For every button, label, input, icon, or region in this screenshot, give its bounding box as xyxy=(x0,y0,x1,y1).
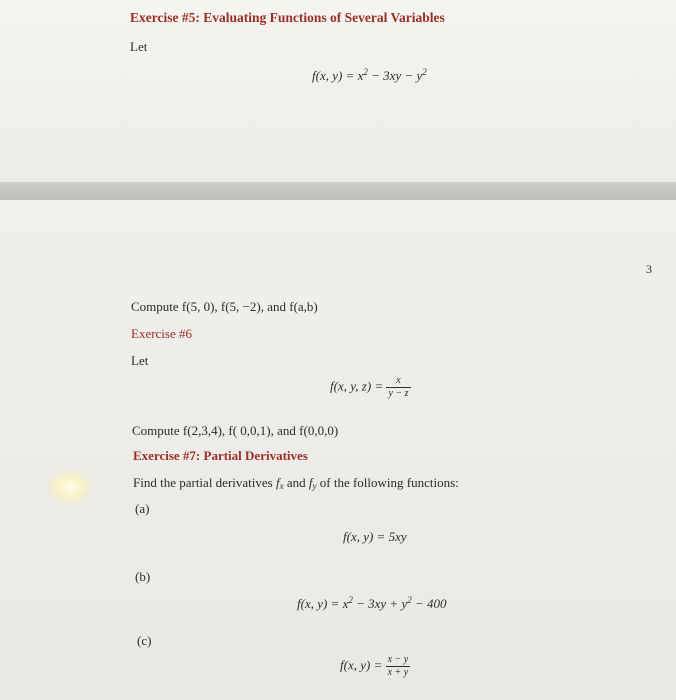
part-a-function: f(x, y) = 5xy xyxy=(343,529,407,544)
light-glare xyxy=(48,470,92,504)
exercise-6-heading: Exercise #6 xyxy=(131,326,193,341)
instruction-fx-sub: x xyxy=(279,481,284,491)
part-c-function-lhs: f(x, y) = xyxy=(340,657,383,673)
page-number: 3 xyxy=(646,262,652,276)
exercise-5-function-lhs: f(x, y) = x xyxy=(312,68,364,83)
page-top xyxy=(0,0,676,182)
exercise-5-exp-2: 2 xyxy=(422,67,427,77)
exercise-5-let: Let xyxy=(130,39,148,54)
exercise-7-heading: Exercise #7: Partial Derivatives xyxy=(133,448,308,463)
part-b-function-tail: − 400 xyxy=(411,596,447,611)
page-bottom xyxy=(0,200,676,700)
exercise-7-instruction xyxy=(133,475,459,491)
page-separator xyxy=(0,182,676,200)
exercise-6-denominator: y − z xyxy=(388,388,409,399)
part-b-function-lhs: f(x, y) = x xyxy=(297,596,349,611)
part-c-function xyxy=(340,654,410,679)
exercise-5-function xyxy=(312,67,427,84)
exercise-5-compute: Compute f(5, 0), f(5, −2), and f(a,b) xyxy=(131,299,318,314)
instruction-and: and xyxy=(283,475,309,490)
part-b-function-mid: − 3xy + y xyxy=(352,596,408,611)
instruction-fy: f xyxy=(308,475,313,490)
part-c-numerator: x − y xyxy=(387,654,409,665)
exercise-6-numerator: x xyxy=(396,375,401,386)
exercise-5-function-mid: − 3xy − y xyxy=(367,68,423,83)
instruction-post: of the following functions: xyxy=(316,475,459,490)
part-b-exp-1: 2 xyxy=(348,595,353,605)
exercise-5-exp-1: 2 xyxy=(363,67,368,77)
instruction-pre: Find the partial derivatives xyxy=(133,475,276,490)
exercise-5-heading: Exercise #5: Evaluating Functions of Several Variables xyxy=(130,10,445,25)
exercise-6-fraction xyxy=(386,375,410,400)
part-b-function xyxy=(297,595,447,612)
instruction-fy-sub: y xyxy=(312,481,317,491)
exercise-6-function-lhs: f(x, y, z) = xyxy=(330,378,384,394)
part-c-label: (c) xyxy=(137,633,152,648)
instruction-fx: f xyxy=(275,475,280,490)
part-b-label: (b) xyxy=(135,569,151,584)
part-c-denominator: x + y xyxy=(387,667,409,678)
part-c-fraction xyxy=(386,654,411,679)
part-a-label: (a) xyxy=(135,501,150,516)
exercise-6-compute: Compute f(2,3,4), f( 0,0,1), and f(0,0,0) xyxy=(132,423,339,438)
exercise-6-function xyxy=(330,375,411,400)
exercise-6-let: Let xyxy=(131,353,149,368)
part-b-exp-2: 2 xyxy=(407,595,412,605)
